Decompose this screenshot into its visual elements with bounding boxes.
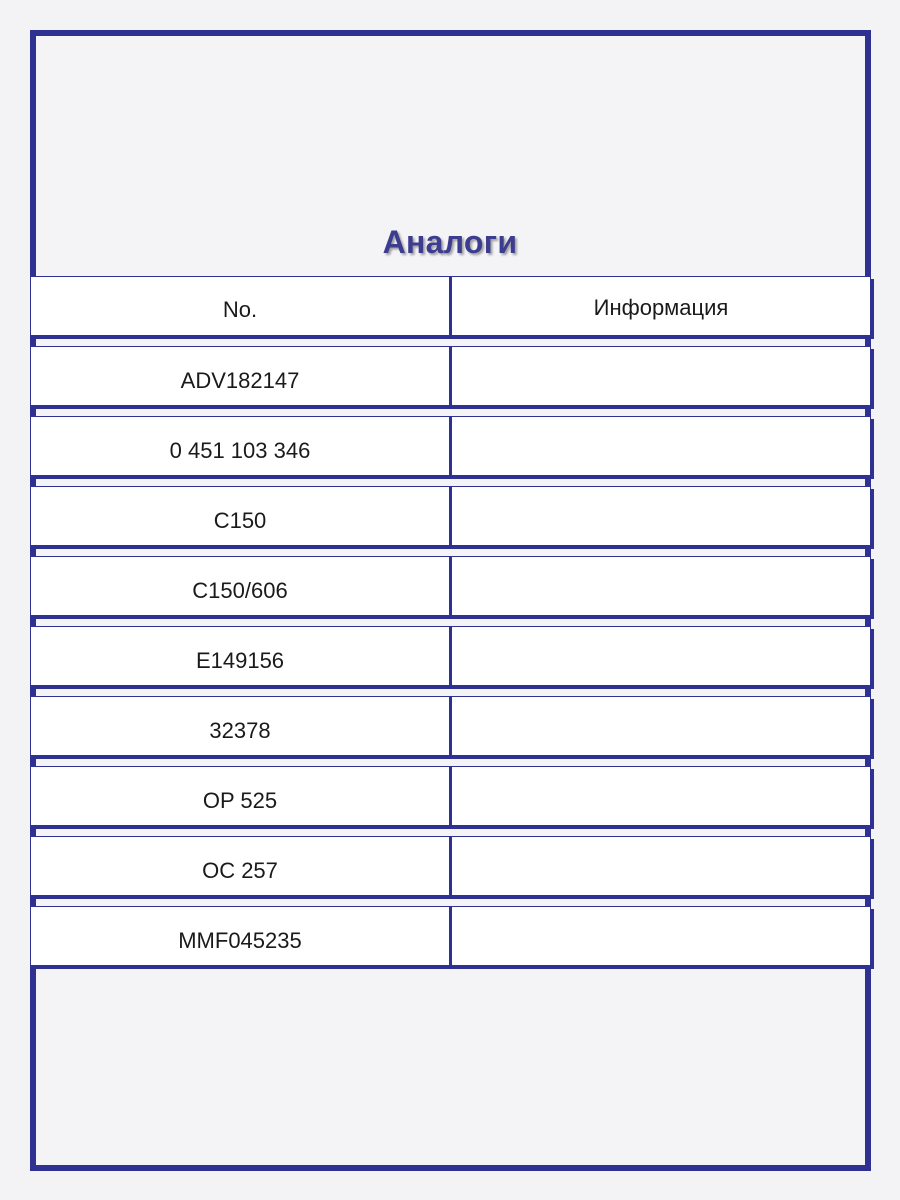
part-number-cell: [30, 486, 450, 546]
header-info-label: Информация: [593, 295, 729, 320]
table-row: [30, 556, 871, 616]
header-no-cell: [30, 276, 450, 336]
info-cell: [450, 556, 871, 616]
header-info-cell: [450, 276, 871, 336]
table-row: [30, 906, 871, 966]
part-number-cell: [30, 626, 450, 686]
part-number: E149156: [195, 648, 285, 673]
table-row: [30, 626, 871, 686]
info-cell: [450, 416, 871, 476]
part-number: ADV182147: [180, 368, 300, 393]
header-no-label: No.: [222, 297, 258, 322]
part-number-cell: [30, 836, 450, 896]
part-number: OC 257: [202, 858, 278, 883]
table-header-row: [30, 276, 871, 336]
part-number-cell: [30, 346, 450, 406]
info-cell: [450, 836, 871, 896]
table-row: [30, 486, 871, 546]
part-number-cell: [30, 696, 450, 756]
info-cell: [450, 696, 871, 756]
part-number-cell: [30, 556, 450, 616]
info-cell: [450, 486, 871, 546]
table-row: [30, 766, 871, 826]
part-number-cell: [30, 906, 450, 966]
part-number: 32378: [209, 718, 271, 743]
info-cell: [450, 906, 871, 966]
part-number: C150: [213, 508, 267, 533]
part-number: C150/606: [192, 578, 288, 603]
table-row: [30, 416, 871, 476]
part-number: 0 451 103 346: [169, 438, 311, 463]
part-number: MMF045235: [178, 928, 302, 953]
table-row: [30, 346, 871, 406]
part-number: OP 525: [202, 788, 278, 813]
info-cell: [450, 626, 871, 686]
info-cell: [450, 346, 871, 406]
info-cell: [450, 766, 871, 826]
table-row: [30, 696, 871, 756]
table-row: [30, 836, 871, 896]
part-number-cell: [30, 766, 450, 826]
page-title: Аналоги: [382, 224, 518, 260]
part-number-cell: [30, 416, 450, 476]
